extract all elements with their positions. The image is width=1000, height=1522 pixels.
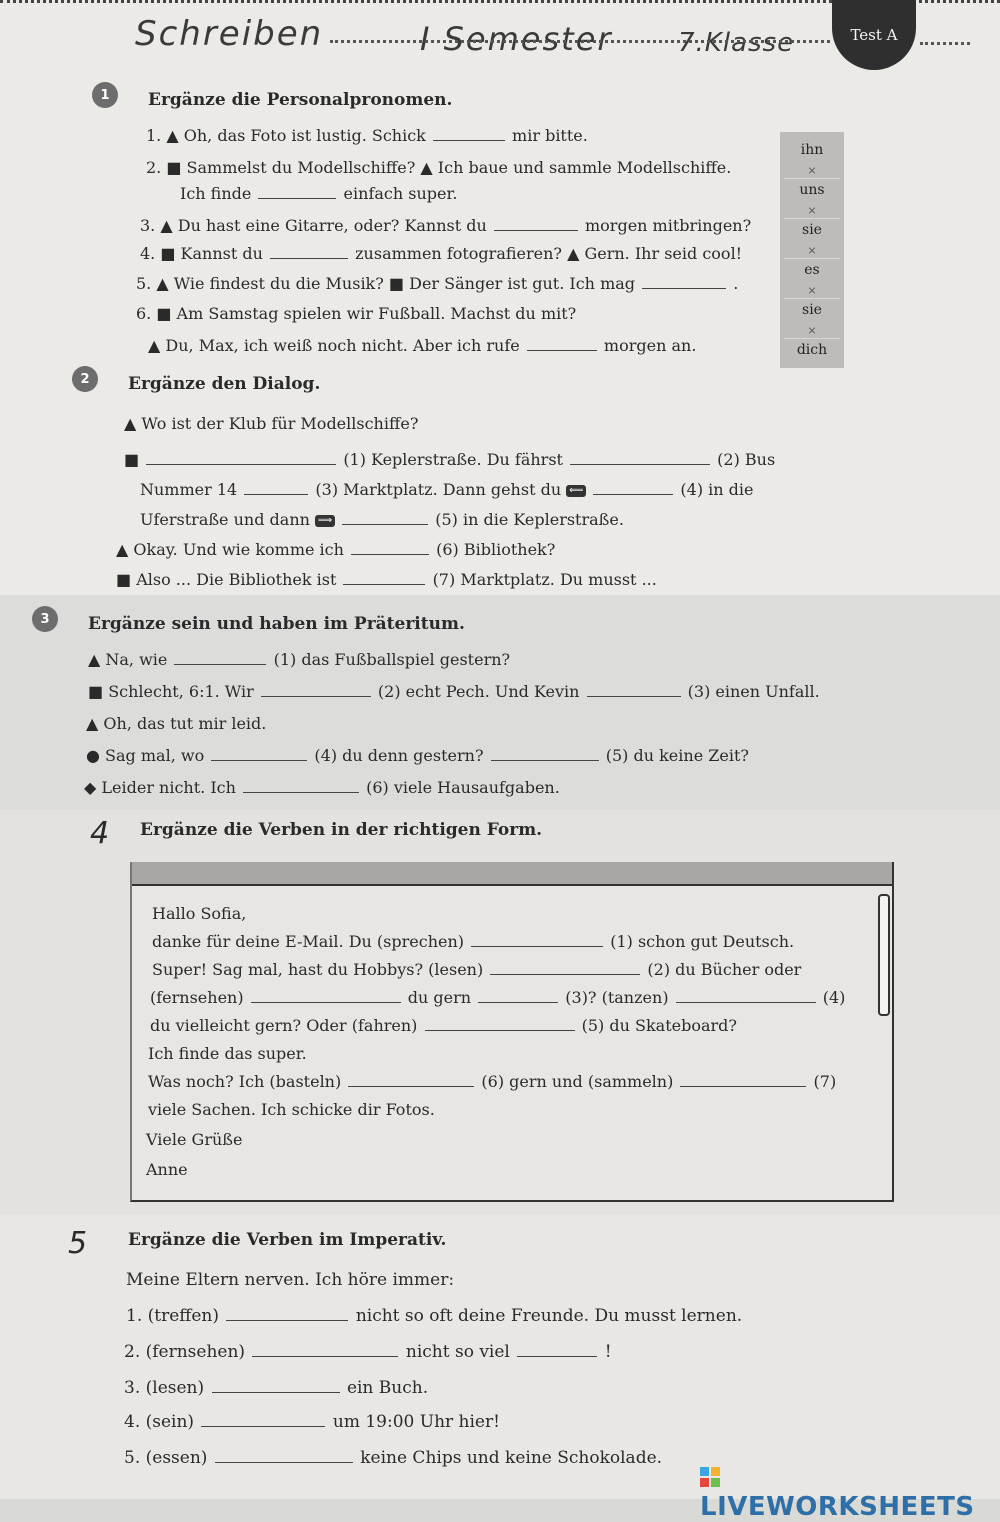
ex2-line-b-text: (1) Keplerstraße. Du fährst — [343, 450, 563, 469]
mail-line-2-text-a: danke für deine E-Mail. Du (sprechen) — [152, 932, 465, 951]
ex5-intro: Meine Eltern nerven. Ich höre immer: — [126, 1270, 455, 1290]
ex2-line-b-marker: ■ — [124, 450, 140, 469]
right-arrow-icon: ⟹ — [315, 515, 335, 527]
ex1-line2-cont — [180, 184, 457, 203]
ex1-line4-text-b: zusammen fotografieren? ▲ Gern. Ihr seid cool! — [355, 244, 743, 263]
ex4-blank-2[interactable] — [490, 960, 640, 975]
ex2-blank-3[interactable] — [244, 480, 308, 495]
header-dotted-rule-right — [920, 42, 970, 45]
ex5-line-3 — [124, 1378, 428, 1398]
ex1-line3-text-a: 3. ▲ Du hast eine Gitarre, oder? Kannst du — [140, 216, 487, 235]
ex5-line-5 — [124, 1448, 662, 1468]
ex2-line-f-text-b: (7) Marktplatz. Du musst ... — [432, 570, 657, 589]
ex1-blank-6[interactable] — [527, 336, 597, 351]
ex5-blank-2[interactable] — [252, 1342, 398, 1357]
mail-line-3-text-b: (2) du Bücher oder — [647, 960, 802, 979]
ex4-blank-7[interactable] — [348, 1072, 474, 1087]
mail-line-4 — [150, 988, 845, 1007]
wordbank-divider — [784, 178, 840, 179]
email-scrollbar[interactable] — [878, 894, 890, 1016]
ex5-line-2-text-a: 2. (fernsehen) — [124, 1342, 246, 1362]
ex3-blank-6[interactable] — [243, 778, 359, 793]
liveworksheets-logo-icon — [700, 1467, 720, 1487]
ex1-line3 — [140, 216, 751, 235]
ex2-blank-5[interactable] — [342, 510, 428, 525]
ex3-line-d-text-a: ● Sag mal, wo — [86, 746, 205, 765]
mail-line-7-text-a: Was noch? Ich (basteln) — [148, 1072, 342, 1091]
wordbank-divider — [784, 338, 840, 339]
ex4-blank-4[interactable] — [478, 988, 558, 1003]
ex3-line-b-text-b: (2) echt Pech. Und Kevin — [377, 682, 580, 701]
liveworksheets-watermark[interactable] — [700, 1462, 1000, 1522]
ex3-line-e-text-b: (6) viele Hausaufgaben. — [366, 778, 560, 797]
wordbank-cross-icon: × — [807, 244, 817, 257]
ex1-line2-text-b: Ich finde — [180, 184, 252, 203]
ex5-blank-3[interactable] — [517, 1342, 597, 1357]
wordbank-divider — [784, 298, 840, 299]
mail-line-3-text-a: Super! Sag mal, hast du Hobbys? (lesen) — [152, 960, 484, 979]
exercise-4-heading: Ergänze die Verben in der richtigen Form. — [140, 820, 543, 840]
ex2-blank-7[interactable] — [343, 570, 425, 585]
ex2-line-b — [124, 450, 775, 469]
ex5-line-2 — [124, 1342, 612, 1362]
ex1-blank-2[interactable] — [258, 184, 336, 199]
ex1-line6-text-b: ▲ Du, Max, ich weiß noch nicht. Aber ich rufe — [148, 336, 520, 355]
exercise-2-heading: Ergänze den Dialog. — [128, 374, 321, 394]
mail-line-4-text-b: du gern — [407, 988, 472, 1007]
ex3-line-d — [86, 746, 749, 765]
ex1-line4 — [140, 244, 742, 263]
ex1-line3-text-b: morgen mitbringen? — [585, 216, 752, 235]
ex1-line6: 6. ■ Am Samstag spielen wir Fußball. Machst du mit? — [136, 304, 577, 323]
mail-line-7-text-b: (6) gern und (sammeln) — [481, 1072, 674, 1091]
ex2-line-e-text-b: (6) Bibliothek? — [436, 540, 556, 559]
mail-line-7 — [148, 1072, 836, 1091]
ex2-blank-2[interactable] — [570, 450, 710, 465]
ex2-line-f — [116, 570, 657, 589]
wordbank-word-dich: dich — [796, 342, 828, 358]
ex2-line-e — [116, 540, 555, 559]
ex1-line1-text-b: mir bitte. — [512, 126, 588, 145]
mail-line-5-text-b: (5) du Skateboard? — [581, 1016, 737, 1035]
ex5-line-2-text-b: nicht so viel — [405, 1342, 510, 1362]
ex2-line-d-text-b: (5) in die Keplerstraße. — [435, 510, 624, 529]
ex3-blank-4[interactable] — [211, 746, 307, 761]
wordbank-divider — [784, 218, 840, 219]
ex1-blank-3[interactable] — [494, 216, 578, 231]
ex5-blank-4[interactable] — [212, 1378, 340, 1393]
ex3-line-a — [88, 650, 510, 669]
mail-line-4-text-c: (3)? (tanzen) — [565, 988, 669, 1007]
ex1-line2-text-c: einfach super. — [343, 184, 458, 203]
ex4-blank-5[interactable] — [676, 988, 816, 1003]
ex2-blank-4[interactable] — [593, 480, 673, 495]
wordbank-word-sie: sie — [802, 222, 822, 238]
ex3-line-c: ▲ Oh, das tut mir leid. — [86, 714, 267, 733]
ex2-line-d — [140, 510, 624, 529]
ex3-blank-1[interactable] — [174, 650, 266, 665]
wordbank-word-es: es — [804, 262, 820, 278]
exercise-4-number: 4 — [90, 816, 110, 851]
wordbank-divider — [784, 258, 840, 259]
ex5-line-4-text-a: 4. (sein) — [124, 1412, 195, 1432]
ex3-line-a-text-a: ▲ Na, wie — [88, 650, 168, 669]
ex5-blank-1[interactable] — [226, 1306, 348, 1321]
ex3-line-b-text-a: ■ Schlecht, 6:1. Wir — [88, 682, 254, 701]
ex3-blank-5[interactable] — [491, 746, 599, 761]
ex2-line-c — [140, 480, 754, 499]
ex2-line-f-text-a: ■ Also ... Die Bibliothek ist — [116, 570, 337, 589]
ex1-blank-4[interactable] — [270, 244, 348, 259]
exercise-3-number: 3 — [32, 606, 58, 632]
ex5-line-1-text-b: nicht so oft deine Freunde. Du musst lernen. — [355, 1306, 743, 1326]
mail-line-5 — [150, 1016, 737, 1035]
ex3-line-d-text-c: (5) du keine Zeit? — [605, 746, 749, 765]
mail-line-2 — [152, 932, 794, 951]
ex1-line5-text-a: 5. ▲ Wie findest du die Musik? ■ Der Sänger ist gut. Ich mag — [136, 274, 636, 293]
ex5-line-4 — [124, 1412, 500, 1432]
ex5-line-1-text-a: 1. (treffen) — [126, 1306, 219, 1326]
ex1-blank-1[interactable] — [433, 126, 505, 141]
ex2-line-c-text-a: Nummer 14 — [140, 480, 238, 499]
ex4-blank-1[interactable] — [471, 932, 603, 947]
mail-line-5-text-a: du vielleicht gern? Oder (fahren) — [150, 1016, 418, 1035]
ex5-line-3-text-b: ein Buch. — [346, 1378, 429, 1398]
exercise-2-number: 2 — [72, 366, 98, 392]
ex5-line-4-text-b: um 19:00 Uhr hier! — [332, 1412, 500, 1432]
wordbank-box — [780, 132, 844, 368]
ex3-line-a-text-b: (1) das Fußballspiel gestern? — [273, 650, 511, 669]
ex2-line-d-text-a: Uferstraße und dann — [140, 510, 310, 529]
ex3-line-e-text-a: ◆ Leider nicht. Ich — [84, 778, 236, 797]
wordbank-cross-icon: × — [807, 324, 817, 337]
ex1-line4-text-a: 4. ■ Kannst du — [140, 244, 263, 263]
exercise-5-number: 5 — [68, 1226, 88, 1261]
ex2-line-c-text-b: (3) Marktplatz. Dann gehst du — [315, 480, 562, 499]
ex5-line-5-text-b: keine Chips und keine Schokolade. — [360, 1448, 663, 1468]
wordbank-cross-icon: × — [807, 284, 817, 297]
ex5-blank-6[interactable] — [215, 1448, 353, 1463]
wordbank-cross-icon: × — [807, 164, 817, 177]
ex1-blank-5[interactable] — [642, 274, 726, 289]
wordbank-word-uns: uns — [799, 182, 825, 198]
mail-line-8: viele Sachen. Ich schicke dir Fotos. — [148, 1100, 435, 1119]
ex2-line-b-end: (2) Bus — [717, 450, 776, 469]
ex1-line5-text-b: . — [733, 274, 739, 293]
ex1-line6-text-c: morgen an. — [603, 336, 697, 355]
exercise-1-heading: Ergänze die Personalpronomen. — [148, 90, 453, 110]
mail-line-9: Viele Grüße — [146, 1130, 243, 1149]
ex5-line-1 — [126, 1306, 742, 1326]
exercise-1-number: 1 — [92, 82, 118, 108]
mail-signature: Anne — [146, 1160, 188, 1179]
ex1-line2: 2. ■ Sammelst du Modellschiffe? ▲ Ich baue und sammle Modellschiffe. — [146, 158, 732, 177]
ex5-line-3-text-a: 3. (lesen) — [124, 1378, 205, 1398]
handwritten-title: Schreiben — [135, 14, 324, 54]
exercise-3-heading: Ergänze sein und haben im Präteritum. — [88, 614, 465, 634]
ex1-line6-cont — [148, 336, 696, 355]
mail-line-4-text-d: (4) — [822, 988, 846, 1007]
ex5-line-2-text-c: ! — [604, 1342, 612, 1362]
left-arrow-icon: ⟸ — [566, 485, 586, 497]
test-badge: Test A — [832, 0, 916, 70]
ex2-line-e-text-a: ▲ Okay. Und wie komme ich — [116, 540, 344, 559]
mail-line-7-text-c: (7) — [813, 1072, 837, 1091]
ex3-line-d-text-b: (4) du denn gestern? — [314, 746, 484, 765]
email-title-bar — [132, 862, 892, 886]
ex1-line5 — [136, 274, 738, 293]
ex4-blank-3[interactable] — [251, 988, 401, 1003]
ex1-line1 — [146, 126, 588, 145]
wordbank-cross-icon: × — [807, 204, 817, 217]
ex3-blank-3[interactable] — [587, 682, 681, 697]
exercise-5-heading: Ergänze die Verben im Imperativ. — [128, 1230, 447, 1250]
ex2-blank-1[interactable] — [146, 450, 336, 465]
ex2-line-a: ▲ Wo ist der Klub für Modellschiffe? — [124, 414, 419, 433]
email-box — [130, 862, 894, 1202]
ex5-blank-5[interactable] — [201, 1412, 325, 1427]
ex4-blank-6[interactable] — [425, 1016, 575, 1031]
ex3-line-b — [88, 682, 820, 701]
wordbank-word-ihn: ihn — [800, 142, 824, 158]
ex3-line-b-text-c: (3) einen Unfall. — [687, 682, 820, 701]
wordbank-word-sie-2: sie — [802, 302, 822, 318]
mail-line-3 — [152, 960, 801, 979]
ex1-line1-text-a: 1. ▲ Oh, das Foto ist lustig. Schick — [146, 126, 426, 145]
header-dotted-rule — [330, 40, 830, 43]
watermark-text: LIVEWORKSHEETS — [700, 1492, 975, 1522]
ex2-blank-6[interactable] — [351, 540, 429, 555]
ex3-blank-2[interactable] — [261, 682, 371, 697]
handwritten-semester: I Semester — [420, 20, 613, 58]
ex2-line-c-text-c: (4) in die — [680, 480, 754, 499]
handwritten-class: 7.Klasse — [678, 28, 795, 58]
ex5-line-5-text-a: 5. (essen) — [124, 1448, 208, 1468]
mail-line-4-text-a: (fernsehen) — [150, 988, 244, 1007]
mail-line-2-text-b: (1) schon gut Deutsch. — [610, 932, 795, 951]
ex3-line-e — [84, 778, 560, 797]
mail-greeting: Hallo Sofia, — [152, 904, 247, 923]
ex4-blank-8[interactable] — [680, 1072, 806, 1087]
mail-line-6: Ich finde das super. — [148, 1044, 307, 1063]
